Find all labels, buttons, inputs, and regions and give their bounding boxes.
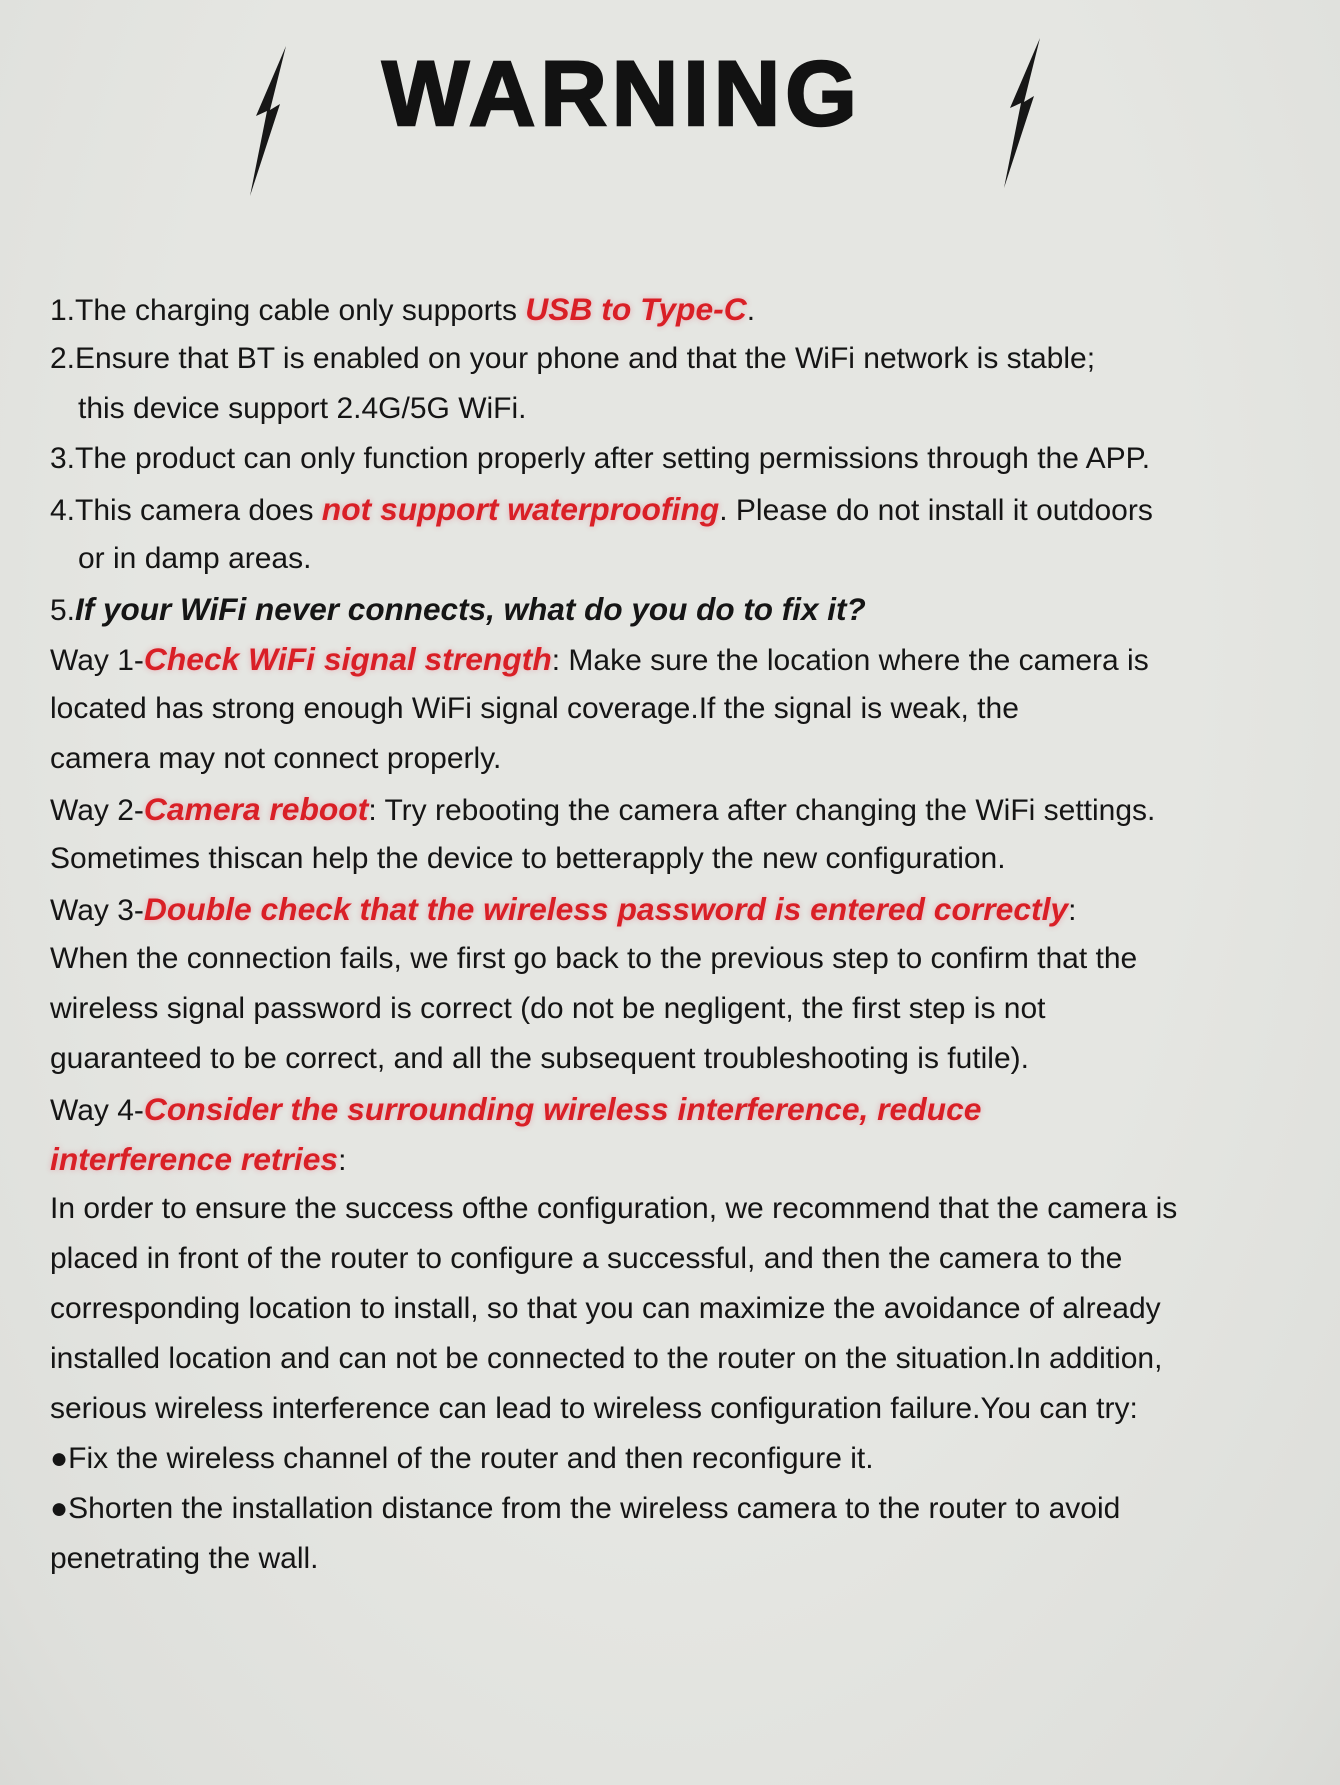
text-segment: In order to ensure the success ofthe configuration, we recommend that the camera is	[50, 1192, 1178, 1225]
emphasis-red-text: Double check that the wireless password is entered correctly	[143, 891, 1069, 927]
lightning-bolt-icon	[1002, 38, 1048, 188]
text-segment: Sometimes thiscan help the device to betterapply the new configuration.	[50, 842, 1006, 875]
text-line	[50, 634, 1340, 684]
text-segment: 1.The charging cable only supports	[50, 294, 526, 327]
text-segment: When the connection fails, we first go back to the previous step to confirm that the	[50, 942, 1138, 975]
text-line	[50, 1184, 1340, 1234]
text-line	[50, 934, 1340, 984]
text-line	[50, 1484, 1340, 1534]
text-segment: located has strong enough WiFi signal coverage.If the signal is weak, the	[50, 692, 1019, 725]
text-segment: Way 1-	[50, 644, 144, 677]
warning-header	[0, 0, 1340, 218]
text-line	[50, 1534, 1340, 1584]
text-line	[50, 534, 1340, 584]
text-segment: placed in front of the router to configure a successful, and then the camera to the	[50, 1242, 1123, 1275]
text-segment: Way 4-	[50, 1094, 144, 1127]
text-segment: : Make sure the location where the camera is	[551, 644, 1149, 677]
text-line	[50, 1284, 1340, 1334]
text-line	[50, 584, 1340, 634]
text-segment: Way 2-	[50, 794, 144, 827]
text-segment: wireless signal password is correct (do not be negligent, the first step is not	[50, 992, 1046, 1025]
text-segment: 5.	[50, 594, 76, 627]
text-line	[50, 1034, 1340, 1084]
emphasis-red-text: Consider the surrounding wireless interference, reduce	[143, 1091, 982, 1127]
text-segment: guaranteed to be correct, and all the subsequent troubleshooting is futile).	[50, 1042, 1029, 1075]
page-title: WARNING	[382, 43, 862, 145]
text-line	[50, 484, 1340, 534]
text-segment: ●Fix the wireless channel of the router and then reconfigure it.	[50, 1442, 874, 1475]
text-line	[50, 334, 1340, 384]
warning-text	[0, 218, 1340, 1584]
text-line	[50, 1234, 1340, 1284]
text-segment: this device support 2.4G/5G WiFi.	[78, 392, 527, 425]
text-line	[50, 834, 1340, 884]
text-line	[50, 1134, 1340, 1184]
text-segment: . Please do not install it outdoors	[719, 494, 1153, 527]
text-segment: 3.The product can only function properly after setting permissions through the APP.	[50, 442, 1151, 475]
text-line	[50, 984, 1340, 1034]
text-line	[50, 734, 1340, 784]
emphasis-red-text: Camera reboot	[143, 791, 369, 827]
text-segment: : Try rebooting the camera after changing the WiFi settings.	[368, 794, 1156, 827]
text-segment: installed location and can not be connected to the router on the situation.In addition,	[50, 1342, 1163, 1375]
text-line	[50, 684, 1340, 734]
text-segment: ●Shorten the installation distance from the wireless camera to the router to avoid	[50, 1492, 1121, 1525]
emphasis-red-text: USB to Type-C	[525, 291, 747, 327]
emphasis-red-text: Check WiFi signal strength	[143, 641, 552, 677]
text-line	[50, 384, 1340, 434]
text-segment: or in damp areas.	[78, 542, 312, 575]
text-segment: 2.Ensure that BT is enabled on your phone and that the WiFi network is stable;	[50, 342, 1096, 375]
text-segment: serious wireless interference can lead to wireless configuration failure.You can try:	[50, 1392, 1138, 1425]
text-line	[50, 284, 1340, 334]
text-segment: :	[1068, 894, 1077, 927]
text-segment: :	[338, 1144, 347, 1177]
text-segment: camera may not connect properly.	[50, 742, 502, 775]
text-segment: penetrating the wall.	[50, 1542, 319, 1575]
text-line	[50, 1434, 1340, 1484]
emphasis-bold-text: If your WiFi never connects, what do you do to fix it?	[75, 591, 866, 627]
text-line	[50, 1334, 1340, 1384]
text-line	[50, 884, 1340, 934]
text-line	[50, 784, 1340, 834]
text-segment: corresponding location to install, so that you can maximize the avoidance of already	[50, 1292, 1161, 1325]
text-segment: .	[746, 294, 756, 327]
emphasis-red-text: interference retries	[50, 1141, 339, 1177]
text-segment: Way 3-	[50, 894, 144, 927]
text-line	[50, 1384, 1340, 1434]
text-line	[50, 1084, 1340, 1134]
emphasis-red-text: not support waterproofing	[321, 491, 720, 527]
text-segment: 4.This camera does	[50, 494, 322, 527]
text-line	[50, 434, 1340, 484]
